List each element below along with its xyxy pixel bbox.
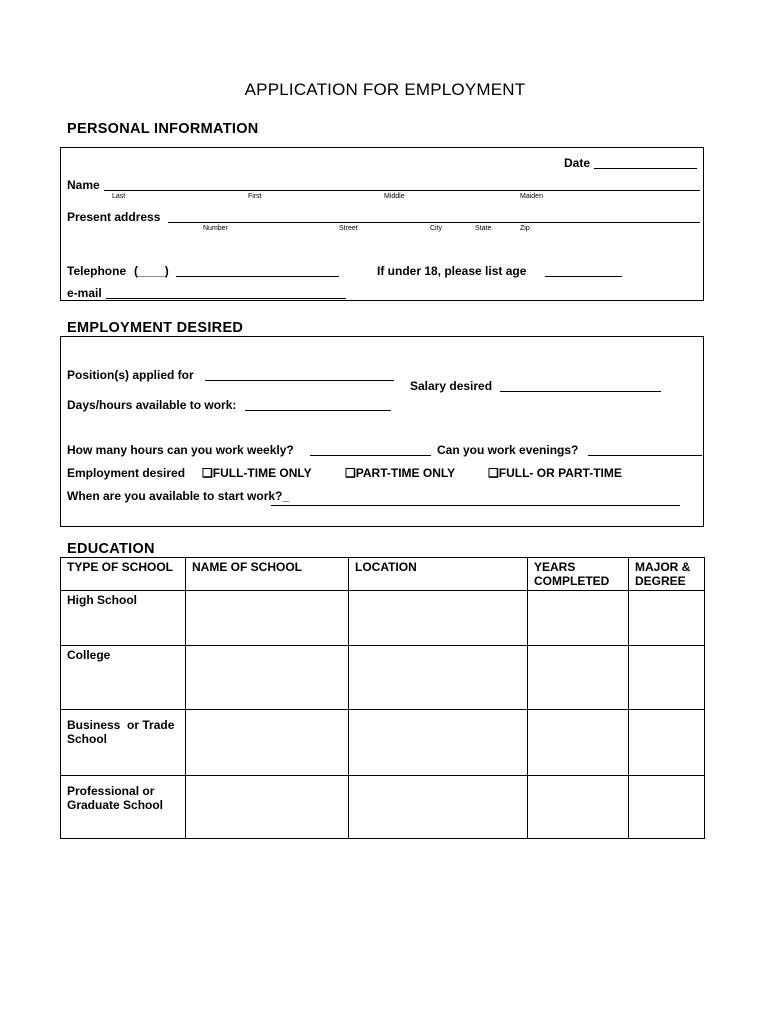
full-or-part-time-option[interactable]: ❑FULL- OR PART-TIME bbox=[488, 466, 622, 480]
address-label: Present address bbox=[67, 210, 161, 224]
table-cell[interactable] bbox=[528, 776, 629, 839]
table-header-row bbox=[61, 558, 705, 591]
telephone-field[interactable] bbox=[176, 276, 339, 277]
table-cell[interactable] bbox=[629, 591, 705, 646]
telephone-area-code: (____) bbox=[134, 264, 169, 278]
name-part-last: Last bbox=[112, 193, 126, 200]
full-time-option[interactable]: ❑FULL-TIME ONLY bbox=[202, 466, 312, 480]
name-part-first: First bbox=[248, 193, 262, 200]
address-part-city: City bbox=[430, 225, 443, 232]
school-type-cell: Business or Trade School bbox=[61, 710, 186, 776]
school-type-cell: High School bbox=[61, 591, 186, 646]
hours-weekly-field[interactable] bbox=[310, 455, 431, 456]
name-field[interactable] bbox=[104, 190, 700, 191]
table-row bbox=[61, 710, 705, 776]
section-heading-education: EDUCATION bbox=[67, 541, 155, 557]
table-cell[interactable] bbox=[349, 710, 528, 776]
column-header: TYPE OF SCHOOL bbox=[61, 558, 186, 591]
position-label: Position(s) applied for bbox=[67, 368, 194, 382]
employment-desired-label: Employment desired bbox=[67, 466, 186, 480]
column-header: NAME OF SCHOOL bbox=[186, 558, 349, 591]
address-part-number: Number bbox=[203, 225, 228, 232]
position-field[interactable] bbox=[205, 380, 394, 381]
under-18-label: If under 18, please list age bbox=[377, 264, 527, 278]
checkbox-icon[interactable]: ❑ bbox=[345, 466, 356, 480]
salary-field[interactable] bbox=[500, 391, 661, 392]
date-field[interactable] bbox=[594, 168, 697, 169]
days-hours-field[interactable] bbox=[245, 410, 391, 411]
page-title: APPLICATION FOR EMPLOYMENT bbox=[244, 80, 526, 99]
age-field[interactable] bbox=[545, 276, 622, 277]
section-heading-employment: EMPLOYMENT DESIRED bbox=[67, 320, 244, 336]
hours-weekly-label: How many hours can you work weekly? bbox=[67, 443, 294, 457]
column-header: MAJOR & DEGREE bbox=[629, 558, 705, 591]
date-label: Date bbox=[564, 156, 591, 170]
address-part-street: Street bbox=[339, 225, 358, 232]
table-cell[interactable] bbox=[629, 710, 705, 776]
table-cell[interactable] bbox=[629, 646, 705, 710]
table-cell[interactable] bbox=[186, 710, 349, 776]
part-time-option[interactable]: ❑PART-TIME ONLY bbox=[345, 466, 456, 480]
evenings-label: Can you work evenings? bbox=[437, 443, 579, 457]
table-cell[interactable] bbox=[186, 591, 349, 646]
checkbox-icon[interactable]: ❑ bbox=[488, 466, 499, 480]
table-cell[interactable] bbox=[186, 646, 349, 710]
school-type-cell: College bbox=[61, 646, 186, 710]
name-part-maiden: Maiden bbox=[520, 193, 543, 200]
table-cell[interactable] bbox=[349, 646, 528, 710]
table-row bbox=[61, 776, 705, 839]
email-label: e-mail bbox=[67, 286, 102, 300]
column-header: LOCATION bbox=[349, 558, 528, 591]
days-hours-label: Days/hours available to work: bbox=[67, 398, 237, 412]
table-row bbox=[61, 591, 705, 646]
checkbox-icon[interactable]: ❑ bbox=[202, 466, 213, 480]
table-row bbox=[61, 646, 705, 710]
school-type-cell: Professional or Graduate School bbox=[61, 776, 186, 839]
table-cell[interactable] bbox=[349, 591, 528, 646]
table-cell[interactable] bbox=[349, 776, 528, 839]
address-part-state: State bbox=[475, 225, 492, 232]
column-header: YEARS COMPLETED bbox=[528, 558, 629, 591]
name-part-middle: Middle bbox=[384, 193, 405, 200]
table-cell[interactable] bbox=[186, 776, 349, 839]
evenings-field[interactable] bbox=[588, 455, 702, 456]
section-heading-personal: PERSONAL INFORMATION bbox=[67, 121, 259, 137]
address-field[interactable] bbox=[168, 222, 700, 223]
telephone-label: Telephone bbox=[67, 264, 127, 278]
start-date-label: When are you available to start work?_ bbox=[67, 489, 290, 503]
start-date-field[interactable] bbox=[271, 505, 680, 506]
salary-label: Salary desired bbox=[410, 379, 493, 393]
name-label: Name bbox=[67, 178, 100, 192]
table-cell[interactable] bbox=[528, 591, 629, 646]
education-table bbox=[60, 557, 705, 839]
table-cell[interactable] bbox=[528, 710, 629, 776]
table-cell[interactable] bbox=[629, 776, 705, 839]
table-cell[interactable] bbox=[528, 646, 629, 710]
email-field[interactable] bbox=[106, 298, 346, 299]
address-part-zip: Zip bbox=[520, 225, 530, 232]
